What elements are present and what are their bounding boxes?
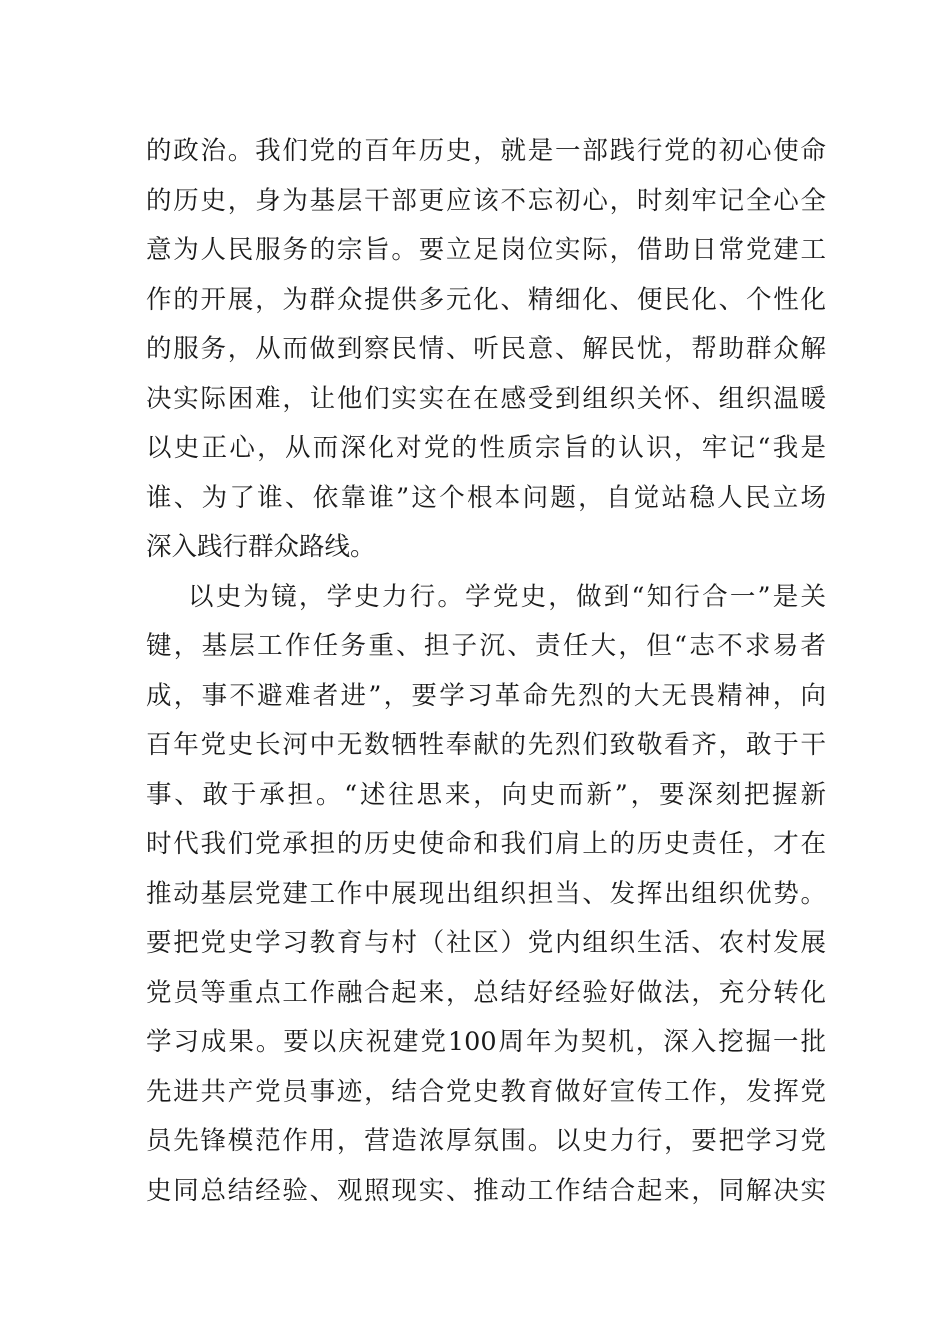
text-line: 党员等重点工作融合起来，总结好经验好做法，充分转化 xyxy=(146,977,826,1008)
text-line: 键，基层工作任务重、担子沉、责任大，但“志不求易者 xyxy=(146,631,826,661)
text-line: 以史正心，从而深化对党的性质宗旨的认识，牢记“我是 xyxy=(146,433,826,463)
text-line: 的历史，身为基层干部更应该不忘初心，时刻牢记全心全 xyxy=(146,185,826,216)
text-line: 百年党史长河中无数牺牲奉献的先烈们致敬看齐，敢于干 xyxy=(146,730,826,760)
text-line: 决实际困难，让他们实实在在感受到组织关怀、组织温暖 xyxy=(146,383,826,414)
text-line: 时代我们党承担的历史使命和我们肩上的历史责任，才在 xyxy=(146,829,826,859)
text-line: 谁、为了谁、依靠谁”这个根本问题，自觉站稳人民立场 xyxy=(146,482,826,513)
body-text xyxy=(146,127,826,1216)
text-line: 以史为镜，学史力行。学党史，做到“知行合一”是关 xyxy=(188,581,826,612)
text-line: 史同总结经验、观照现实、推动工作结合起来，同解决实 xyxy=(146,1175,826,1206)
text-line: 学习成果。要以庆祝建党100周年为契机，深入挖掘一批 xyxy=(146,1027,826,1057)
text-line: 员先锋模范作用，营造浓厚氛围。以史力行，要把学习党 xyxy=(146,1126,826,1156)
text-line: 深入践行群众路线。 xyxy=(146,532,376,562)
text-line: 的服务，从而做到察民情、听民意、解民忧，帮助群众解 xyxy=(146,334,826,364)
text-line: 的政治。我们党的百年历史，就是一部践行党的初心使命 xyxy=(146,136,826,166)
text-line: 作的开展，为群众提供多元化、精细化、便民化、个性化 xyxy=(146,284,826,315)
text-line: 先进共产党员事迹，结合党史教育做好宣传工作，发挥党 xyxy=(146,1076,826,1107)
text-line: 推动基层党建工作中展现出组织担当、发挥出组织优势。 xyxy=(146,878,826,909)
text-line: 事、敢于承担。“述往思来，向史而新”，要深刻把握新 xyxy=(146,779,826,810)
text-line: 要把党史学习教育与村（社区）党内组织生活、农村发展 xyxy=(146,928,826,958)
text-line: 成，事不避难者进”，要学习革命先烈的大无畏精神，向 xyxy=(146,680,826,711)
text-line: 意为人民服务的宗旨。要立足岗位实际，借助日常党建工 xyxy=(146,235,826,265)
